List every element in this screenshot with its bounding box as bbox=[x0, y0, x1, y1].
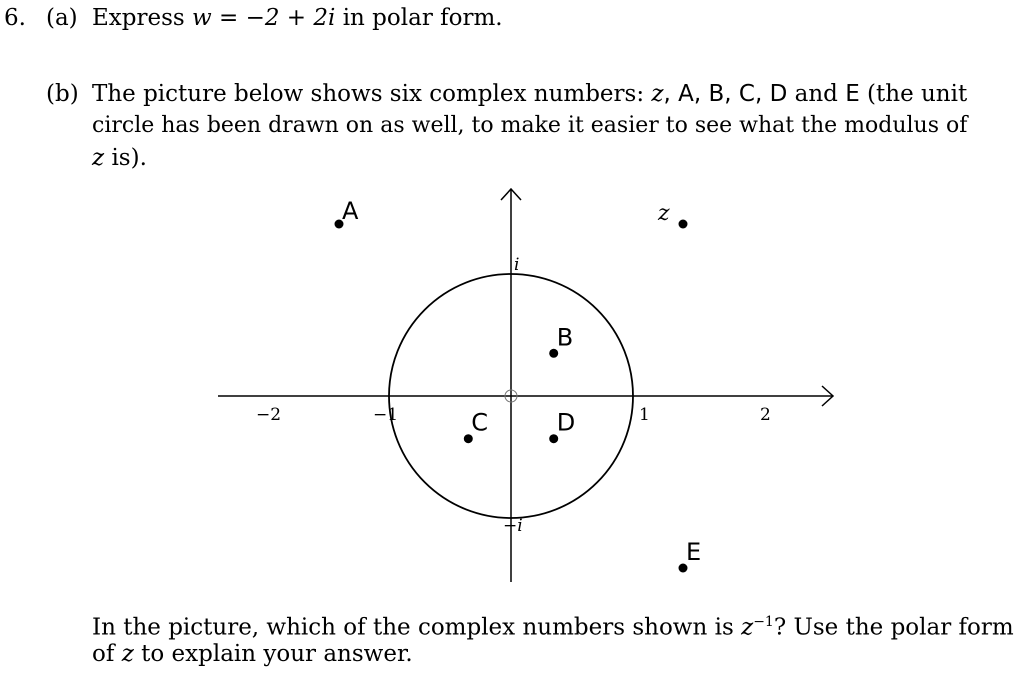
part-b-line-1-letters: , A, B, C, D bbox=[663, 81, 788, 107]
part-b-line-1-and: and bbox=[794, 81, 838, 107]
point-b-label: B bbox=[556, 323, 574, 352]
point-d-label: D bbox=[556, 408, 576, 437]
closing-line-1-math: z bbox=[741, 614, 754, 641]
closing-line-1-b: ? Use the polar form bbox=[773, 614, 1014, 641]
closing-line-1-sup: −1 bbox=[753, 614, 774, 630]
tick-label-x-neg1: −1 bbox=[373, 405, 399, 425]
point-z-dot bbox=[679, 220, 688, 229]
tick-label-x-pos1: 1 bbox=[639, 405, 650, 425]
part-b-label: (b) bbox=[46, 81, 79, 107]
closing-line-2-a: of bbox=[92, 641, 115, 667]
part-b-line-1-z: z bbox=[651, 81, 664, 107]
part-a-text-2: in polar form. bbox=[342, 5, 503, 31]
tick-label-x-pos2: 2 bbox=[760, 405, 771, 425]
tick-label-x-neg2: −2 bbox=[256, 405, 282, 425]
closing-line-2 bbox=[92, 638, 413, 670]
part-b-line-3-z: z bbox=[92, 145, 105, 171]
part-b-line-1-tail: (the unit bbox=[867, 81, 968, 107]
closing-line-1-a: In the picture, which of the complex numbers shown is bbox=[92, 614, 734, 641]
part-b-line-2: circle has been drawn on as well, to make it easier to see what the modulus of bbox=[92, 113, 968, 138]
tick-label-y-pos: i bbox=[514, 255, 520, 275]
point-c-label: C bbox=[471, 408, 489, 437]
part-b-line-3-tail: is). bbox=[111, 145, 147, 171]
closing-line-2-b: to explain your answer. bbox=[141, 641, 413, 667]
part-a-label: (a) bbox=[46, 5, 78, 31]
part-a-math: w = −2 + 2i bbox=[192, 5, 336, 31]
part-b-line-1-e: E bbox=[845, 81, 860, 107]
point-a-label: A bbox=[342, 197, 359, 225]
closing-line-2-z: z bbox=[121, 641, 134, 667]
tick-label-y-neg: −i bbox=[503, 516, 523, 536]
question-number: 6. bbox=[4, 5, 26, 31]
point-z-label: z bbox=[658, 201, 670, 226]
part-b-line-1-a: The picture below shows six complex numbers: bbox=[92, 81, 645, 107]
point-e-label: E bbox=[686, 538, 702, 566]
part-a-text-1: Express bbox=[92, 5, 185, 31]
